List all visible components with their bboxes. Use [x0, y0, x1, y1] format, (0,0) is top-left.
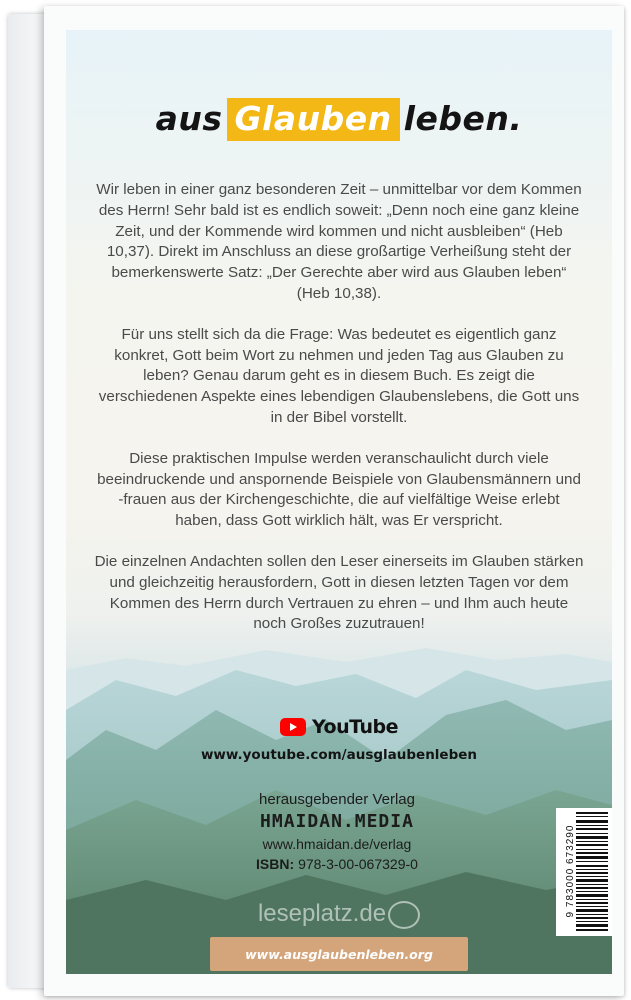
- barcode-digits: 9 783000 673290: [565, 824, 576, 918]
- publisher-url: www.hmaidan.de/verlag: [262, 836, 412, 852]
- publisher-label: herausgebender Verlag: [259, 791, 415, 808]
- blurb-paragraph: Die einzelnen Andachten sollen den Leser einerseits im Glauben stärken und gleichzeitig herausfordern, Gott in diesen letzten Tagen vor dem Kommen des Herrn durch Vertrauen zu ehren – und Ihm auch heute noch Großes zuzutrauen!: [94, 552, 584, 633]
- publisher-info: [206, 790, 468, 874]
- title-word-leben: leben.: [403, 99, 523, 138]
- blurb-paragraph: Für uns stellt sich da die Frage: Was bedeutet es eigentlich ganz konkret, Gott beim Wort zu nehmen und jeden Tag aus Glauben zu leben? Genau darum geht es in diesem Buch. Es zeigt die verschiedenen Aspekte eines lebendigen Glaubenslebens, die Gott uns in der Bibel vorstellt.: [98, 325, 580, 426]
- blurb-paragraph: Diese praktischen Impulse werden veranschaulicht durch viele beeindruckende und anspornende Beispiele von Glaubensmännern und -frauen aus der Kirchengeschichte, die auf vielfältige Weise erlebt haben, dass Gott wirklich hält, was Er verspricht.: [97, 449, 581, 530]
- watermark: [66, 900, 612, 929]
- youtube-logo: [66, 716, 612, 738]
- youtube-play-icon: [280, 718, 306, 736]
- youtube-wordmark: YouTube: [312, 716, 398, 738]
- blurb: [94, 180, 584, 655]
- book-icon: [388, 901, 420, 929]
- isbn-label: ISBN:: [256, 856, 295, 872]
- isbn: [206, 854, 468, 874]
- title-word-aus: aus: [155, 99, 223, 138]
- isbn-value: 978-3-00-067329-0: [298, 856, 418, 872]
- title-highlight: Glauben: [227, 98, 400, 141]
- footer-url-band: [210, 937, 468, 971]
- cover-title: [66, 98, 612, 141]
- cover-artwork: [66, 30, 612, 974]
- watermark-text: leseplatz.de: [257, 900, 387, 927]
- youtube-url: www.youtube.com/ausglaubenleben: [200, 747, 478, 763]
- blurb-paragraph: Wir leben in einer ganz besonderen Zeit – unmittelbar vor dem Kommen des Herrn! Sehr bald ist es endlich soweit: „Denn noch eine ganz kleine Zeit, und der Kommende wird kommen und nicht ausbleiben“ (Heb 10,37). Direkt im Anschluss an diese großartige Verheißung steht der bemerkenswerte Satz: „Der Gerechte aber wird aus Glauben leben“ (Heb 10,38).: [96, 181, 582, 302]
- footer-url: www.ausglaubenleben.org: [245, 946, 433, 962]
- publisher-name: HMAIDAN.MEDIA: [260, 811, 414, 832]
